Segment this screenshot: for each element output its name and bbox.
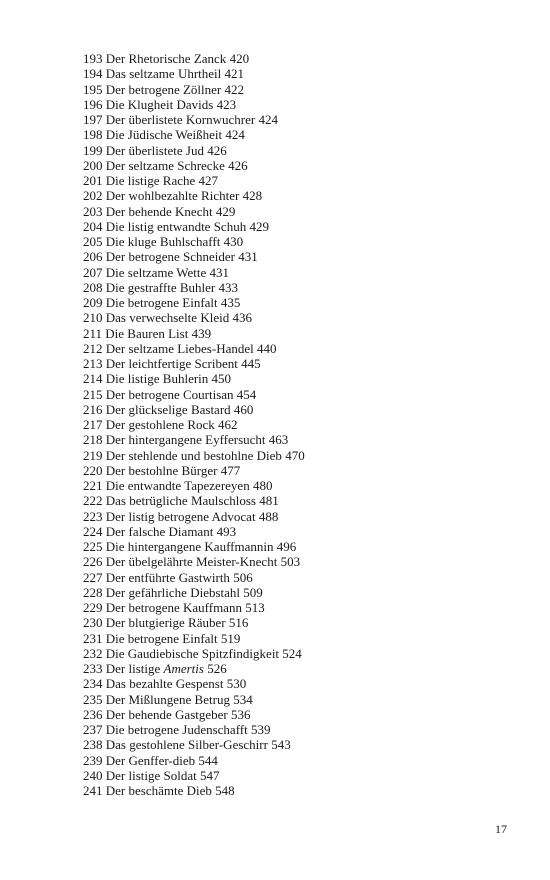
entry-number: 222 bbox=[83, 493, 103, 509]
entry-title: Die kluge Buhlschafft bbox=[105, 234, 221, 249]
entry-page: 426 bbox=[207, 142, 227, 158]
entry-title: Der betrogene Schneider bbox=[105, 249, 235, 265]
entry-title: Der Rhetorische Zanck bbox=[105, 51, 227, 66]
entry-number: 217 bbox=[83, 417, 103, 432]
toc-entry bbox=[83, 112, 305, 127]
toc-entry bbox=[83, 249, 305, 264]
table-of-contents bbox=[83, 51, 305, 798]
entry-number: 227 bbox=[83, 569, 103, 585]
entry-number: 234 bbox=[83, 676, 103, 692]
toc-entry bbox=[83, 631, 305, 646]
entry-number: 211 bbox=[83, 325, 103, 341]
entry-title: Das seltzame Uhrtheil bbox=[105, 66, 222, 82]
entry-title: Der leichtfertige Scribent bbox=[105, 356, 238, 371]
entry-page: 430 bbox=[223, 234, 244, 249]
entry-number: 215 bbox=[83, 386, 103, 402]
entry-number: 194 bbox=[83, 66, 103, 82]
entry-page: 506 bbox=[233, 569, 253, 585]
entry-page: 547 bbox=[200, 767, 220, 783]
entry-number: 202 bbox=[83, 188, 103, 204]
toc-entry bbox=[83, 661, 305, 676]
entry-number: 230 bbox=[83, 615, 103, 631]
entry-number: 206 bbox=[83, 249, 103, 265]
entry-page: 496 bbox=[276, 539, 297, 554]
toc-entry bbox=[83, 417, 305, 432]
entry-title: Der stehlende und bestohlne Dieb bbox=[105, 447, 282, 463]
entry-title: Die Gaudiebische Spitzfindigkeit bbox=[105, 645, 280, 661]
toc-entry bbox=[83, 493, 305, 508]
entry-number: 241 bbox=[83, 783, 103, 798]
entry-number: 193 bbox=[83, 51, 103, 66]
entry-page: 454 bbox=[236, 386, 257, 402]
entry-page: 429 bbox=[249, 218, 269, 234]
entry-title: Die entwandte Tapezereyen bbox=[105, 478, 250, 493]
entry-title: Der betrogene Kauffmann bbox=[105, 600, 242, 615]
entry-page: 516 bbox=[228, 615, 249, 631]
entry-number: 236 bbox=[83, 706, 103, 722]
entry-number: 205 bbox=[83, 234, 103, 249]
entry-title: Die Jüdische Weißheit bbox=[105, 127, 223, 143]
entry-title: Der beschämte Dieb bbox=[105, 783, 212, 798]
toc-entry bbox=[83, 280, 305, 295]
entry-number: 237 bbox=[83, 722, 103, 737]
toc-entry bbox=[83, 570, 305, 585]
entry-page: 503 bbox=[280, 554, 301, 570]
entry-title: Die gestraffte Buhler bbox=[105, 279, 216, 295]
toc-entry bbox=[83, 326, 305, 341]
entry-title: Der hintergangene Eyffersucht bbox=[105, 432, 266, 448]
entry-page: 463 bbox=[268, 432, 289, 448]
entry-number: 235 bbox=[83, 691, 103, 707]
entry-number: 198 bbox=[83, 127, 103, 143]
entry-title: Die seltzame Wette bbox=[105, 264, 207, 280]
entry-page: 439 bbox=[191, 325, 212, 341]
entry-page: 530 bbox=[226, 676, 247, 692]
entry-title: Der listig betrogene Advocat bbox=[105, 508, 256, 524]
entry-page: 526 bbox=[207, 661, 227, 676]
toc-entry bbox=[83, 722, 305, 737]
entry-page: 477 bbox=[220, 462, 241, 478]
entry-number: 196 bbox=[83, 96, 103, 112]
entry-page: 433 bbox=[218, 279, 238, 295]
entry-title: Die betrogene Einfalt bbox=[105, 630, 218, 646]
entry-page: 426 bbox=[228, 157, 248, 173]
toc-entry bbox=[83, 158, 305, 173]
entry-number: 201 bbox=[83, 173, 103, 188]
toc-entry bbox=[83, 82, 305, 97]
entry-number: 207 bbox=[83, 264, 103, 280]
toc-entry bbox=[83, 524, 305, 539]
entry-title: Der listige Soldat bbox=[105, 767, 197, 783]
toc-entry bbox=[83, 448, 305, 463]
toc-entry bbox=[83, 402, 305, 417]
entry-title: Der übelgelährte Meister-Knecht bbox=[105, 554, 278, 570]
entry-title: Die listig entwandte Schuh bbox=[105, 218, 247, 234]
entry-title: Der falsche Diamant bbox=[105, 523, 214, 539]
entry-title: Der wohlbezahlte Richter bbox=[105, 188, 240, 204]
entry-page: 450 bbox=[211, 371, 232, 387]
toc-entry bbox=[83, 509, 305, 524]
entry-title: Der Genffer-dieb bbox=[105, 752, 196, 768]
toc-entry bbox=[83, 127, 305, 142]
entry-title: Die listige Rache bbox=[105, 173, 196, 188]
entry-number: 223 bbox=[83, 508, 103, 524]
entry-title: Die betrogene Einfalt bbox=[105, 295, 218, 310]
entry-page: 548 bbox=[215, 783, 235, 798]
entry-title: Die Bauren List bbox=[105, 325, 189, 341]
entry-title: Die Klugheit Davids bbox=[105, 96, 214, 112]
entry-number: 226 bbox=[83, 554, 103, 570]
entry-page: 431 bbox=[238, 249, 258, 265]
toc-entry bbox=[83, 585, 305, 600]
toc-entry bbox=[83, 234, 305, 249]
toc-entry bbox=[83, 66, 305, 81]
entry-number: 203 bbox=[83, 203, 103, 219]
toc-entry bbox=[83, 143, 305, 158]
entry-title: Der betrogene Courtisan bbox=[105, 386, 234, 402]
entry-number: 240 bbox=[83, 767, 103, 783]
toc-entry bbox=[83, 97, 305, 112]
entry-title: Das betrügliche Maulschloss bbox=[105, 493, 256, 509]
entry-title: Der seltzame Schrecke bbox=[105, 157, 225, 173]
entry-title: Das gestohlene Silber-Geschirr bbox=[105, 737, 268, 753]
entry-title: Der glückselige Bastard bbox=[105, 401, 231, 417]
entry-number: 233 bbox=[83, 661, 103, 676]
toc-entry bbox=[83, 173, 305, 188]
toc-entry bbox=[83, 219, 305, 234]
entry-title: Der behende Knecht bbox=[105, 203, 213, 219]
entry-number: 213 bbox=[83, 356, 103, 371]
toc-entry bbox=[83, 371, 305, 386]
entry-title: Der bestohlne Bürger bbox=[105, 462, 218, 478]
entry-number: 197 bbox=[83, 112, 103, 127]
toc-entry bbox=[83, 341, 305, 356]
entry-title: Der betrogene Zöllner bbox=[105, 81, 222, 97]
toc-entry bbox=[83, 707, 305, 722]
entry-title: Der Mißlungene Betrug bbox=[105, 691, 230, 707]
entry-page: 509 bbox=[243, 584, 263, 600]
entry-number: 224 bbox=[83, 523, 103, 539]
entry-page: 435 bbox=[220, 295, 241, 310]
entry-number: 220 bbox=[83, 462, 103, 478]
entry-number: 225 bbox=[83, 539, 103, 554]
entry-page: 420 bbox=[229, 51, 250, 66]
entry-number: 200 bbox=[83, 157, 103, 173]
entry-title: Der listige bbox=[105, 661, 161, 676]
entry-title: Die betrogene Judenschafft bbox=[105, 722, 248, 737]
toc-entry bbox=[83, 783, 305, 798]
entry-page: 513 bbox=[245, 600, 265, 615]
toc-entry bbox=[83, 295, 305, 310]
entry-number: 232 bbox=[83, 645, 103, 661]
entry-title-italic: Amertis bbox=[163, 661, 204, 676]
entry-number: 199 bbox=[83, 142, 103, 158]
entry-page: 421 bbox=[224, 66, 245, 82]
entry-title: Der gefährliche Diebstahl bbox=[105, 584, 241, 600]
entry-page: 534 bbox=[233, 691, 253, 707]
toc-entry bbox=[83, 478, 305, 493]
entry-page: 460 bbox=[233, 401, 254, 417]
entry-title: Die hintergangene Kauffmannin bbox=[105, 539, 274, 554]
toc-entry bbox=[83, 646, 305, 661]
entry-title: Die listige Buhlerin bbox=[105, 371, 209, 387]
entry-number: 229 bbox=[83, 600, 103, 615]
entry-page: 424 bbox=[258, 112, 278, 127]
entry-title: Der überlistete Kornwuchrer bbox=[105, 112, 256, 127]
entry-page: 519 bbox=[220, 630, 241, 646]
toc-entry bbox=[83, 676, 305, 691]
toc-entry bbox=[83, 692, 305, 707]
entry-title: Der entführte Gastwirth bbox=[105, 569, 230, 585]
entry-page: 427 bbox=[198, 173, 219, 188]
entry-page: 488 bbox=[258, 508, 279, 524]
toc-entry bbox=[83, 265, 305, 280]
entry-page: 422 bbox=[224, 81, 245, 97]
entry-number: 231 bbox=[83, 630, 103, 646]
toc-entry bbox=[83, 554, 305, 569]
entry-page: 543 bbox=[271, 737, 291, 753]
toc-entry bbox=[83, 51, 305, 66]
entry-page: 539 bbox=[250, 722, 271, 737]
entry-number: 208 bbox=[83, 279, 103, 295]
entry-number: 238 bbox=[83, 737, 103, 753]
entry-number: 228 bbox=[83, 584, 103, 600]
entry-page: 445 bbox=[241, 356, 261, 371]
entry-number: 204 bbox=[83, 218, 103, 234]
toc-entry bbox=[83, 204, 305, 219]
toc-entry bbox=[83, 768, 305, 783]
entry-title: Der blutgierige Räuber bbox=[105, 615, 226, 631]
entry-number: 239 bbox=[83, 752, 103, 768]
entry-page: 480 bbox=[252, 478, 273, 493]
toc-entry bbox=[83, 753, 305, 768]
entry-page: 429 bbox=[215, 203, 236, 219]
entry-page: 470 bbox=[285, 447, 305, 463]
entry-number: 218 bbox=[83, 432, 103, 448]
toc-entry bbox=[83, 737, 305, 752]
entry-page: 544 bbox=[198, 752, 218, 768]
entry-number: 216 bbox=[83, 401, 103, 417]
entry-page: 536 bbox=[231, 706, 251, 722]
entry-number: 210 bbox=[83, 310, 103, 326]
entry-title: Das bezahlte Gespenst bbox=[105, 676, 224, 692]
entry-page: 424 bbox=[225, 127, 245, 143]
entry-page: 440 bbox=[256, 340, 277, 356]
entry-number: 214 bbox=[83, 371, 103, 387]
entry-title: Das verwechselte Kleid bbox=[105, 310, 230, 326]
toc-entry bbox=[83, 356, 305, 371]
entry-page: 524 bbox=[282, 645, 302, 661]
toc-entry bbox=[83, 600, 305, 615]
toc-entry bbox=[83, 615, 305, 630]
entry-number: 219 bbox=[83, 447, 103, 463]
page-number: 17 bbox=[495, 822, 507, 836]
entry-number: 212 bbox=[83, 340, 103, 356]
entry-title: Der überlistete Jud bbox=[105, 142, 204, 158]
entry-page: 423 bbox=[216, 96, 237, 112]
entry-page: 431 bbox=[209, 264, 230, 280]
entry-number: 209 bbox=[83, 295, 103, 310]
entry-title: Der seltzame Liebes-Handel bbox=[105, 340, 254, 356]
toc-entry bbox=[83, 463, 305, 478]
entry-page: 481 bbox=[259, 493, 279, 509]
toc-entry bbox=[83, 310, 305, 325]
entry-number: 221 bbox=[83, 478, 103, 493]
entry-page: 428 bbox=[242, 188, 263, 204]
entry-title: Der gestohlene Rock bbox=[105, 417, 215, 432]
toc-entry bbox=[83, 432, 305, 447]
entry-number: 195 bbox=[83, 81, 103, 97]
toc-entry bbox=[83, 539, 305, 554]
toc-entry bbox=[83, 188, 305, 203]
entry-page: 493 bbox=[216, 523, 237, 539]
entry-title: Der behende Gastgeber bbox=[105, 706, 228, 722]
entry-page: 462 bbox=[218, 417, 238, 432]
entry-page: 436 bbox=[232, 310, 252, 326]
toc-entry bbox=[83, 387, 305, 402]
